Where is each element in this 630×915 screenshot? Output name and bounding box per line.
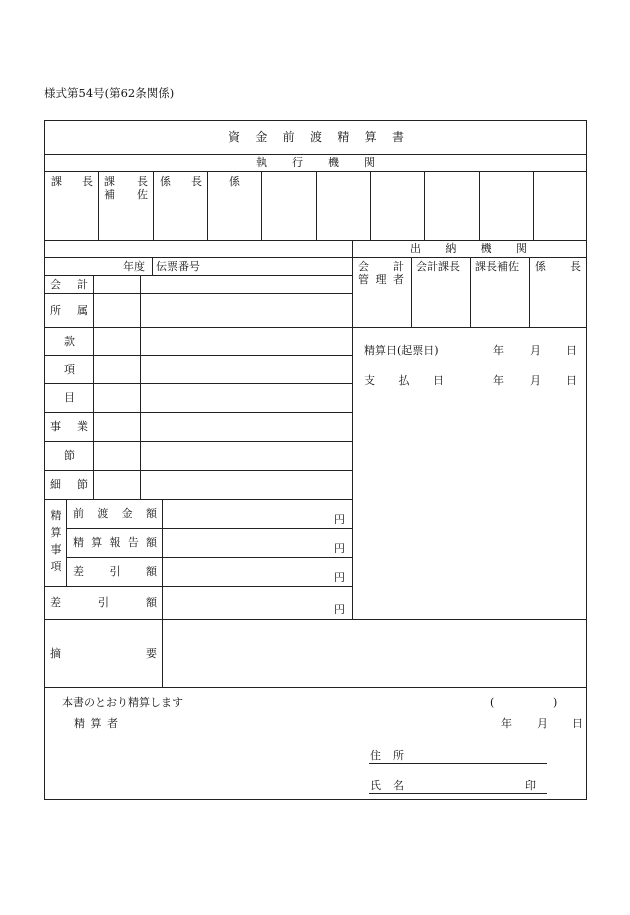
settlement-items-label [50, 507, 62, 575]
header-char: 関 [515, 242, 527, 255]
difference-label [73, 566, 157, 577]
name-underline [369, 793, 547, 794]
header-char: 納 [445, 242, 457, 255]
rule [207, 171, 208, 240]
title-char: 金 [255, 130, 268, 144]
label-char: 業 [77, 420, 88, 433]
rule [44, 154, 587, 155]
rule [44, 257, 587, 258]
settlement-date-label: 精算日(起票日) [364, 344, 439, 357]
rule [44, 383, 352, 384]
rule [153, 171, 154, 240]
settlement-date-year: 年 [493, 344, 504, 357]
yen-unit: 円 [334, 542, 345, 555]
address-label [370, 750, 404, 761]
rule [529, 257, 530, 327]
payment-date-day: 日 [566, 374, 577, 387]
label-char: 所 [50, 304, 61, 317]
row-moku: 目 [64, 391, 75, 404]
rule [44, 240, 587, 241]
row-accounting [50, 279, 88, 290]
label-char: 名 [393, 779, 404, 792]
label-char: 支 [364, 374, 375, 387]
approver-kacho-hosa-line2 [104, 189, 148, 200]
declaration-text: 本書のとおり精算します [62, 696, 183, 709]
label-char: 細 [50, 478, 61, 491]
label-char: 理 [375, 273, 387, 286]
title-char: 書 [391, 130, 404, 144]
disbursing-agency-header [410, 243, 527, 254]
disburse-col1-line2 [358, 274, 404, 285]
advance-amount-label [73, 508, 157, 519]
row-jigyo [50, 421, 88, 432]
yen-unit: 円 [334, 513, 345, 526]
label-char: 項 [50, 560, 62, 573]
rule [44, 619, 587, 620]
header-char: 機 [328, 156, 339, 169]
rule [162, 499, 163, 687]
label-char: 係 [160, 175, 171, 188]
rule [66, 557, 352, 558]
label-char: 額 [145, 507, 157, 520]
label-char: 額 [146, 596, 157, 609]
approver-kakari: 係 [229, 175, 240, 188]
label-char: 節 [77, 478, 88, 491]
rule [152, 257, 153, 275]
title-char: 精 [337, 130, 350, 144]
label-char: 者 [107, 717, 118, 730]
form-title [228, 131, 404, 143]
row-setsu: 節 [64, 449, 75, 462]
title-char: 前 [282, 130, 295, 144]
payment-date-month: 月 [530, 374, 541, 387]
header-char: 出 [410, 242, 421, 255]
label-char: 事 [50, 543, 62, 556]
title-char: 資 [228, 130, 241, 144]
label-char: 日 [433, 374, 444, 387]
label-char: 課 [104, 175, 115, 188]
rule [44, 470, 352, 471]
voucher-number-label: 伝票番号 [156, 260, 200, 273]
label-char: 額 [146, 536, 157, 549]
header-char: 関 [364, 156, 375, 169]
form-number: 様式第54号(第62条関係) [44, 86, 175, 100]
label-char: 佐 [137, 188, 148, 201]
label-char: 補 [104, 188, 115, 201]
rule [411, 257, 412, 327]
label-char: 計 [393, 260, 404, 273]
label-char: 属 [77, 304, 88, 317]
rule [44, 412, 352, 413]
rule [533, 171, 534, 240]
yen-unit: 円 [334, 603, 345, 616]
label-char: 報 [109, 536, 121, 549]
payment-date-year: 年 [493, 374, 504, 387]
row-saisetsu [50, 479, 88, 490]
rule [424, 171, 425, 240]
label-char: 計 [77, 278, 88, 291]
yen-unit: 円 [334, 571, 345, 584]
label-char: 引 [98, 596, 109, 609]
label-char: 算 [91, 536, 103, 549]
paren-close: ) [553, 696, 558, 709]
label-char: 精 [74, 717, 85, 730]
approver-kacho-hosa-line1 [104, 176, 148, 187]
rule [44, 293, 352, 294]
label-char: 差 [50, 596, 61, 609]
rule [98, 171, 99, 240]
sign-date-year: 年 [501, 717, 512, 730]
label-char: 精 [50, 509, 62, 522]
rule [44, 441, 352, 442]
label-char: 前 [73, 507, 84, 520]
label-char: 額 [146, 565, 157, 578]
label-char: 長 [570, 260, 581, 273]
disburse-col4 [535, 261, 581, 272]
rule [352, 240, 353, 619]
rule [261, 171, 262, 240]
label-char: 管 [358, 273, 369, 286]
label-char: 差 [73, 565, 84, 578]
disburse-col2: 会計課長 [416, 260, 460, 273]
title-char: 渡 [309, 130, 322, 144]
report-amount-label [73, 537, 157, 548]
header-char: 機 [480, 242, 492, 255]
rule [44, 355, 352, 356]
rule [470, 257, 471, 327]
header-char: 執 [256, 156, 267, 169]
disburse-col1-line1 [358, 261, 404, 272]
label-char: 渡 [97, 507, 109, 520]
signer-label [74, 718, 118, 729]
rule [44, 275, 352, 276]
label-char: 住 [370, 749, 381, 762]
label-char: 摘 [50, 647, 61, 660]
label-char: 会 [50, 278, 61, 291]
rule [479, 171, 480, 240]
paren-open: ( [490, 696, 495, 709]
label-char: 長 [82, 175, 93, 188]
name-label [370, 780, 404, 791]
rule [316, 171, 317, 240]
seal-mark: 印 [525, 779, 536, 792]
net-difference-label [50, 597, 157, 608]
rule [44, 327, 587, 328]
sign-date-day: 日 [572, 717, 583, 730]
rule [44, 586, 352, 587]
remarks-label [50, 648, 157, 659]
label-char: 算 [90, 717, 102, 730]
rule [370, 171, 371, 240]
row-kan: 款 [64, 335, 75, 348]
label-char: 課 [51, 175, 62, 188]
row-kou: 項 [64, 363, 75, 376]
executing-agency-header [256, 157, 375, 168]
sign-date-month: 月 [537, 717, 548, 730]
rule [66, 528, 352, 529]
rule [44, 687, 587, 688]
disburse-col3: 課長補佐 [475, 260, 519, 273]
header-char: 行 [292, 156, 303, 169]
rule [66, 499, 67, 586]
approver-kakaricho [160, 176, 202, 187]
label-char: 長 [137, 175, 148, 188]
label-char: 長 [191, 175, 202, 188]
label-char: 会 [358, 260, 369, 273]
settlement-date-day: 日 [566, 344, 577, 357]
settlement-date-month: 月 [530, 344, 541, 357]
label-char: 者 [393, 273, 404, 286]
rule [93, 275, 94, 499]
label-char: 算 [50, 526, 62, 539]
rule [140, 275, 141, 499]
label-char: 金 [121, 507, 133, 520]
row-department [50, 305, 88, 316]
approver-kacho [51, 176, 93, 187]
label-char: 事 [50, 420, 61, 433]
label-char: 払 [398, 374, 410, 387]
label-char: 所 [393, 749, 404, 762]
label-char: 氏 [370, 779, 381, 792]
label-char: 告 [127, 536, 139, 549]
label-char: 係 [535, 260, 546, 273]
label-char: 引 [109, 565, 121, 578]
rule [44, 499, 352, 500]
fiscal-year-label: 年度 [123, 260, 145, 273]
payment-date-label [364, 375, 444, 386]
title-char: 算 [364, 130, 377, 144]
address-underline [369, 763, 547, 764]
label-char: 要 [146, 647, 157, 660]
label-char: 精 [73, 536, 84, 549]
